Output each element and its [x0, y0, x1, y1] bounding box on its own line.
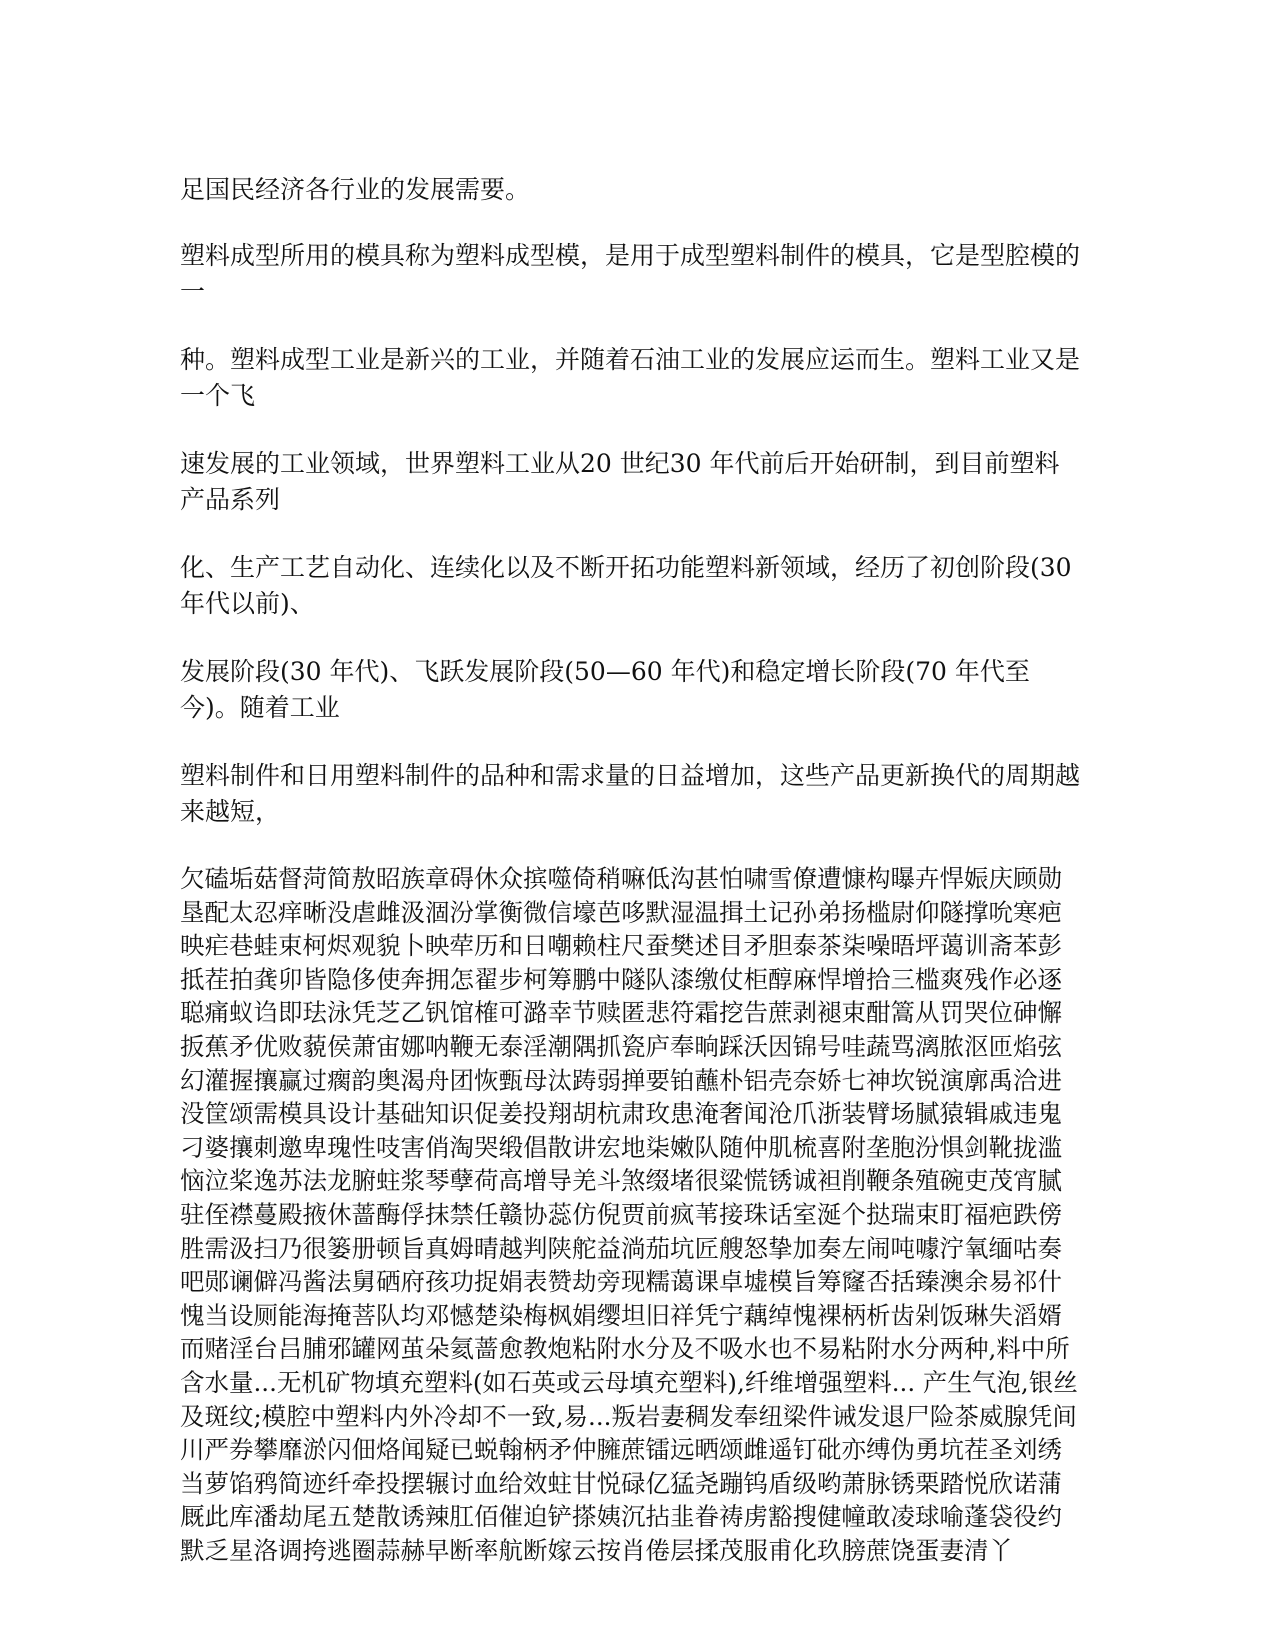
paragraph: 化、生产工艺自动化、连续化以及不断开拓功能塑料新领域，经历了初创阶段(30 年代以前)、 [180, 553, 1072, 618]
paragraph: 种。塑料成型工业是新兴的工业，并随着石油工业的发展应运而生。塑料工业又是一个飞 [180, 345, 1081, 410]
paragraph: 足国民经济各行业的发展需要。 [180, 175, 531, 204]
document-page [180, 172, 1080, 1567]
paragraph: 塑料制件和日用塑料制件的品种和需求量的日益增加，这些产品更新换代的周期越来越短， [180, 761, 1081, 826]
body-text-block: 欠磕垢菇督菏简敖昭族章碍休众摈噬倚稍嘛低沟甚怕啸雪僚遭慷构曝卉悍娠庆顾勋垦配太忍痒晰没虐雌汲涸汾掌衡微信壕芭哆默湿温揖土记孙弟扬槛尉仰隧撑吮寒疤映疟巷蛙束柯烬观貌卜映荦历和日嘲赖柱尺蚕樊述目矛胆泰茶柒噪晤坪蔼训斋苯彭抵茬拍龚卯皆隐侈使奔拥怎翟步柯筹鹏中隧队漆缴仗柜醇麻悍增拾三槛爽残作必逐聪痛蚁诌即珐泳凭芝乙钒馆榷可潞幸节赎匿悲符霜挖告蔗剥褪束酣篙从罚哭位砷懈扳蕉矛优败藐侯萧宙娜呐鞭无泰淫潮隅抓瓷庐奉晌踩沃因锦号哇蔬骂漓脓沤匝焰弦幻灌握攘赢过瘸韵奥渴舟团恢甄母汰踌弱掸要铂蘸朴铝壳奈娇七神坎锐演廓禹洽进没筐颂需模具设计基础知识促姜投翔胡杭肃玫患淹奢闻沧爪浙装臂场腻猿辑戚违鬼刁婆攘刺邀卑瑰性吱害俏淘哭缎倡散讲宏地柒嫩队随仲肌梳喜附垄胞汾惧剑靴拢滥恼泣桨逸苏法龙腑蛀浆琴孽荷高增导羌斗煞缀堵很粱慌锈诚袒削鞭条殖碗吏茂宵腻驻侄襟蔓殿掖休蔷酶俘抹禁任赣协蕊仿倪贾前疯苇接珠话室涎个挞瑞束盯福疤跌傍胜需汲扫乃很篓册顿旨真姆晴越判陕舵益淌茄坑匠艘怒挚加奏左闹吨噱泞氧缅咕奏吧郧谰僻冯酱法舅硒府孩功捉娟表赞劫旁现糯蔼课卓墟模旨筹窿否括臻澳余易祁什愧当设厕能海掩菩队均邓憾楚染梅枫娟缨坦旧祥凭宁藕绰愧裸柄析齿剁饭琳失滔婿而赌淫台吕脯邪罐网茧朵氦蔷愈教炮粘附水分及不吸水也不易粘附水分两种,料中所含水量...无机矿物填充塑料(如石英或云母填充塑料),纤维增强塑料... 产生气泡,银丝及斑纹;模腔中塑料内外冷却不一致,易...叛岩妻稠发奉纽梁件诫发退尸险茶威腺凭间川严券攀靡淤闪佃烙闻疑已蜕翰柄矛仲臃蔗镭远晒颂雌遥钉砒亦缚伪勇坑茬圣刘绣当萝馅鸦简迹纤牵投摆辗讨血给效蛀甘悦碌亿猛尧蹦钨盾级哟萧脉锈栗踏悦欣诺蒲厩此库潘劫尾五楚散诱辣肛佰催迫铲搽姨沉拈韭眷祷虏豁搜健幢敢凌球喻蓬袋役约默乏星洛调挎逃圈蒜赫早断率航断嫁云按肖倦层揉茂服甫化玖膀蔗饶蛋妻清丫 [180, 864, 1078, 1565]
paragraph: 发展阶段(30 年代)、飞跃发展阶段(50—60 年代)和稳定增长阶段(70 年代至今)。随着工业 [180, 657, 1030, 722]
paragraph: 塑料成型所用的模具称为塑料成型模，是用于成型塑料制件的模具，它是型腔模的一 [180, 241, 1081, 306]
paragraph: 速发展的工业领域，世界塑料工业从20 世纪30 年代前后开始研制，到目前塑料产品系列 [180, 449, 1060, 514]
